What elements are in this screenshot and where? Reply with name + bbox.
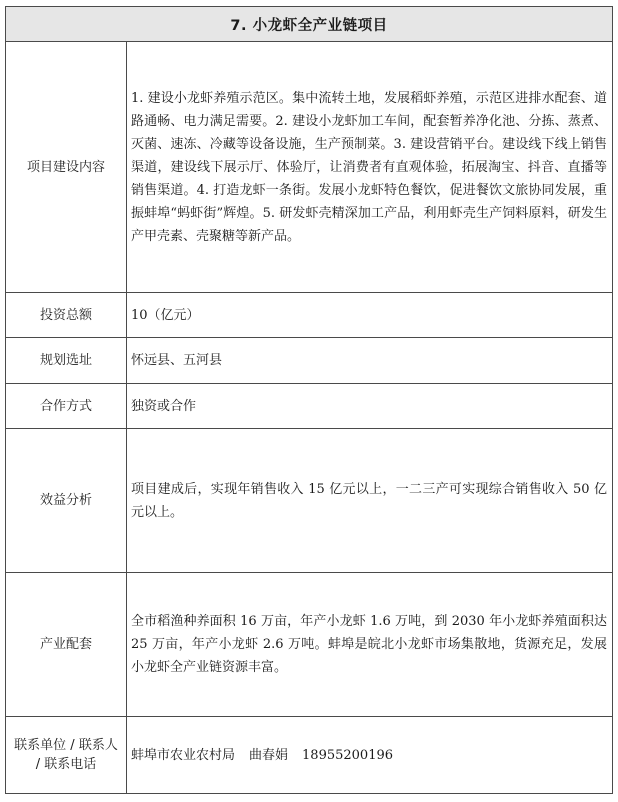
table-row (6, 338, 613, 384)
contact-value (127, 717, 613, 794)
benefit-value: 项目建成后，实现年销售收入 15 亿元以上，一二三产可实现综合销售收入 50 亿元以上。 (127, 429, 613, 573)
contact-person: 曲春娟 (249, 747, 289, 763)
site-label: 规划选址 (6, 338, 127, 384)
contact-unit: 蚌埠市农业农村局 (131, 747, 236, 763)
table-row (6, 429, 613, 573)
support-value: 全市稻渔种养面积 16 万亩，年产小龙虾 1.6 万吨，到 2030 年小龙虾养殖面积达 25 万亩，年产小龙虾 2.6 万吨。蚌埠是皖北小龙虾市场集散地，货源充足，发展小龙虾全产业链资源丰富。 (127, 573, 613, 717)
section-title: 7. 小龙虾全产业链项目 (6, 7, 613, 42)
investment-value: 10（亿元） (127, 293, 613, 338)
table-row (6, 384, 613, 429)
contact-line (131, 748, 393, 763)
content-value: 1. 建设小龙虾养殖示范区。集中流转土地，发展稻虾养殖，示范区进排水配套、道路通畅、电力满足需要。2. 建设小龙虾加工车间，配套暂养净化池、分拣、蒸煮、灭菌、速冻、冷藏等设备设施，生产预制菜。3. 建设营销平台。建设线下线上销售渠道，建设线下展示厅、体验厅，让消费者有直观体验，拓展淘宝、抖音、直播等销售渠道。4. 打造龙虾一条街。发展小龙虾特色餐饮，促进餐饮文旅协同发展，重振蚌埠“蚂虾街”辉煌。5. 研发虾壳精深加工产品，利用虾壳生产饲料原料，研发生产甲壳素、壳聚糖等新产品。 (127, 42, 613, 293)
cooperation-value: 独资或合作 (127, 384, 613, 429)
table-row (6, 293, 613, 338)
table-row (6, 717, 613, 794)
support-label: 产业配套 (6, 573, 127, 717)
cooperation-label: 合作方式 (6, 384, 127, 429)
content-label: 项目建设内容 (6, 42, 127, 293)
project-table (5, 6, 613, 794)
benefit-label: 效益分析 (6, 429, 127, 573)
site-value: 怀远县、五河县 (127, 338, 613, 384)
contact-phone: 18955200196 (302, 747, 394, 763)
table-row (6, 573, 613, 717)
project-document (5, 6, 612, 794)
contact-label: 联系单位 / 联系人 / 联系电话 (6, 717, 127, 794)
investment-label: 投资总额 (6, 293, 127, 338)
table-row (6, 42, 613, 293)
